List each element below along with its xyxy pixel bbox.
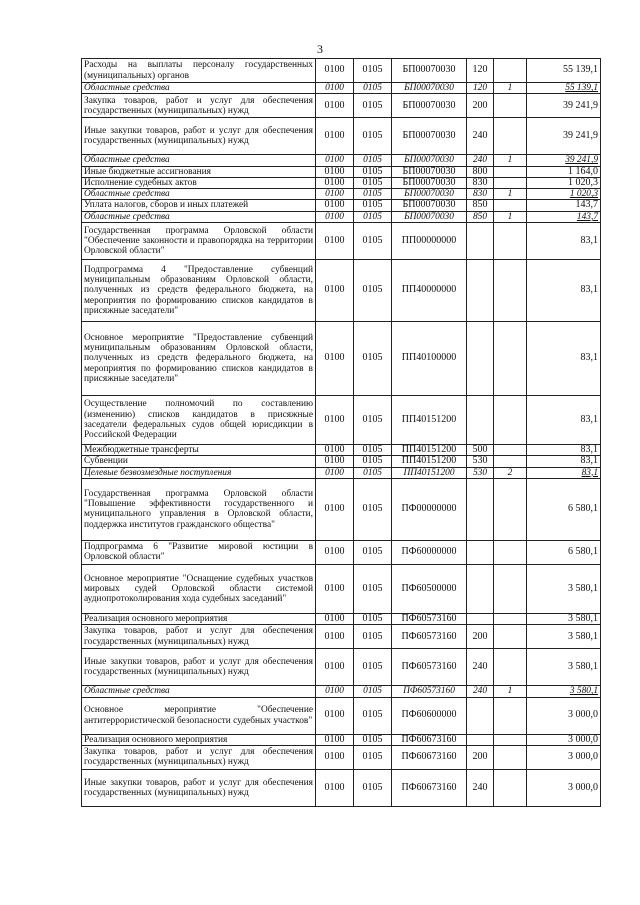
cell-funding-source: 2 <box>494 467 527 478</box>
cell-expense-type: 200 <box>467 94 494 118</box>
cell-funding-source <box>494 396 527 445</box>
table-row <box>82 540 601 564</box>
cell-funding-source <box>494 118 527 155</box>
cell-funding-source: 1 <box>494 155 527 166</box>
cell-name: Областные средства <box>82 83 316 94</box>
cell-amount: 3 580,1 <box>527 564 601 613</box>
cell-funding-source <box>494 260 527 322</box>
cell-section: 0100 <box>316 734 354 745</box>
cell-amount: 1 020,3 <box>527 189 601 200</box>
cell-target-article: ПП40151200 <box>392 445 467 456</box>
cell-name: Основное мероприятие "Обеспечение антитеррористической безопасности судебных участков" <box>82 697 316 734</box>
cell-funding-source <box>494 564 527 613</box>
cell-name: Исполнение судебных актов <box>82 177 316 188</box>
cell-funding-source: 1 <box>494 686 527 697</box>
cell-amount: 83,1 <box>527 467 601 478</box>
cell-section: 0100 <box>316 745 354 769</box>
table-row <box>82 59 601 83</box>
cell-name: Закупка товаров, работ и услуг для обеспечения государственных (муниципальных) нужд <box>82 94 316 118</box>
cell-funding-source: 1 <box>494 211 527 222</box>
cell-expense-type <box>467 396 494 445</box>
cell-amount: 3 000,0 <box>527 734 601 745</box>
cell-expense-type <box>467 734 494 745</box>
cell-expense-type <box>467 322 494 396</box>
cell-section: 0100 <box>316 649 354 686</box>
cell-section: 0100 <box>316 613 354 624</box>
budget-table <box>81 58 601 807</box>
cell-target-article: ПФ60500000 <box>392 564 467 613</box>
cell-subsection: 0105 <box>354 445 392 456</box>
cell-amount: 83,1 <box>527 260 601 322</box>
cell-subsection: 0105 <box>354 322 392 396</box>
cell-funding-source <box>494 540 527 564</box>
table-row <box>82 211 601 222</box>
page-number: 3 <box>317 42 323 56</box>
cell-funding-source <box>494 223 527 260</box>
cell-name: Реализация основного мероприятия <box>82 734 316 745</box>
table-row <box>82 200 601 211</box>
cell-section: 0100 <box>316 396 354 445</box>
cell-target-article: ПФ60573160 <box>392 625 467 649</box>
cell-expense-type: 500 <box>467 445 494 456</box>
cell-expense-type: 830 <box>467 189 494 200</box>
cell-target-article: БП00070030 <box>392 166 467 177</box>
cell-amount: 3 580,1 <box>527 625 601 649</box>
cell-name: Закупка товаров, работ и услуг для обеспечения государственных (муниципальных) нужд <box>82 625 316 649</box>
cell-expense-type: 530 <box>467 467 494 478</box>
cell-target-article: ПФ60000000 <box>392 540 467 564</box>
table-row <box>82 649 601 686</box>
cell-subsection: 0105 <box>354 166 392 177</box>
cell-amount: 143,7 <box>527 200 601 211</box>
cell-name: Расходы на выплаты персоналу государственных (муниципальных) органов <box>82 59 316 83</box>
cell-funding-source <box>494 456 527 467</box>
cell-expense-type: 120 <box>467 83 494 94</box>
cell-subsection: 0105 <box>354 94 392 118</box>
cell-name: Основное мероприятие "Оснащение судебных участков мировых судей Орловской области системой аудиопротоколирования хода судебных заседаний" <box>82 564 316 613</box>
cell-section: 0100 <box>316 478 354 540</box>
cell-name: Подпрограмма 6 "Развитие мировой юстиции в Орловской области" <box>82 540 316 564</box>
cell-section: 0100 <box>316 200 354 211</box>
cell-subsection: 0105 <box>354 540 392 564</box>
cell-name: Областные средства <box>82 211 316 222</box>
cell-section: 0100 <box>316 697 354 734</box>
cell-name: Субвенции <box>82 456 316 467</box>
table-row <box>82 189 601 200</box>
cell-name: Областные средства <box>82 189 316 200</box>
cell-target-article: БП00070030 <box>392 155 467 166</box>
cell-amount: 143,7 <box>527 211 601 222</box>
cell-section: 0100 <box>316 445 354 456</box>
table-row <box>82 118 601 155</box>
cell-amount: 83,1 <box>527 322 601 396</box>
table-row <box>82 478 601 540</box>
cell-section: 0100 <box>316 456 354 467</box>
cell-target-article: ПП40151200 <box>392 467 467 478</box>
table-row <box>82 564 601 613</box>
cell-name: Государственная программа Орловской области "Обеспечение законности и правопорядка на территории Орловской области" <box>82 223 316 260</box>
cell-expense-type <box>467 564 494 613</box>
cell-target-article: ПФ60573160 <box>392 613 467 624</box>
cell-target-article: ПФ60673160 <box>392 734 467 745</box>
cell-section: 0100 <box>316 94 354 118</box>
cell-amount: 6 580,1 <box>527 478 601 540</box>
cell-subsection: 0105 <box>354 211 392 222</box>
cell-subsection: 0105 <box>354 59 392 83</box>
cell-subsection: 0105 <box>354 686 392 697</box>
cell-amount: 6 580,1 <box>527 540 601 564</box>
cell-expense-type: 830 <box>467 177 494 188</box>
cell-funding-source <box>494 166 527 177</box>
cell-subsection: 0105 <box>354 223 392 260</box>
table-row <box>82 734 601 745</box>
cell-funding-source <box>494 734 527 745</box>
table-row <box>82 322 601 396</box>
cell-section: 0100 <box>316 625 354 649</box>
cell-target-article: БП00070030 <box>392 94 467 118</box>
table-row <box>82 467 601 478</box>
cell-expense-type <box>467 223 494 260</box>
cell-section: 0100 <box>316 155 354 166</box>
cell-section: 0100 <box>316 118 354 155</box>
cell-target-article: БП00070030 <box>392 177 467 188</box>
cell-section: 0100 <box>316 177 354 188</box>
cell-funding-source <box>494 745 527 769</box>
cell-expense-type: 240 <box>467 686 494 697</box>
cell-funding-source <box>494 697 527 734</box>
cell-section: 0100 <box>316 322 354 396</box>
cell-target-article: ПФ60600000 <box>392 697 467 734</box>
cell-amount: 55 139,1 <box>527 59 601 83</box>
cell-target-article: БП00070030 <box>392 189 467 200</box>
table-row <box>82 94 601 118</box>
cell-funding-source <box>494 613 527 624</box>
cell-amount: 39 241,9 <box>527 155 601 166</box>
cell-subsection: 0105 <box>354 625 392 649</box>
cell-funding-source <box>494 478 527 540</box>
cell-target-article: ПФ60573160 <box>392 649 467 686</box>
cell-expense-type: 240 <box>467 118 494 155</box>
cell-subsection: 0105 <box>354 189 392 200</box>
cell-section: 0100 <box>316 260 354 322</box>
cell-subsection: 0105 <box>354 118 392 155</box>
cell-target-article: ПФ00000000 <box>392 478 467 540</box>
cell-name: Иные закупки товаров, работ и услуг для обеспечения государственных (муниципальных) нужд <box>82 649 316 686</box>
table-row <box>82 625 601 649</box>
cell-section: 0100 <box>316 211 354 222</box>
cell-name: Основное мероприятие "Предоставление субвенций муниципальным образованиям Орловской области, полученных из средств федерального бюджета, на мероприятия по формированию списков кандидатов в присяжные заседатели" <box>82 322 316 396</box>
cell-amount: 83,1 <box>527 223 601 260</box>
cell-subsection: 0105 <box>354 456 392 467</box>
cell-target-article: БП00070030 <box>392 200 467 211</box>
cell-expense-type: 240 <box>467 649 494 686</box>
table-row <box>82 686 601 697</box>
cell-section: 0100 <box>316 564 354 613</box>
cell-amount: 83,1 <box>527 396 601 445</box>
cell-amount: 3 000,0 <box>527 769 601 806</box>
table-row <box>82 177 601 188</box>
cell-funding-source <box>494 200 527 211</box>
cell-expense-type: 200 <box>467 625 494 649</box>
table-row <box>82 456 601 467</box>
cell-section: 0100 <box>316 540 354 564</box>
table-row <box>82 155 601 166</box>
cell-name: Иные бюджетные ассигнования <box>82 166 316 177</box>
cell-section: 0100 <box>316 189 354 200</box>
cell-funding-source <box>494 59 527 83</box>
cell-amount: 39 241,9 <box>527 94 601 118</box>
cell-expense-type: 850 <box>467 211 494 222</box>
table-body <box>82 59 601 807</box>
cell-expense-type <box>467 260 494 322</box>
cell-name: Областные средства <box>82 155 316 166</box>
cell-expense-type: 530 <box>467 456 494 467</box>
cell-amount: 3 000,0 <box>527 745 601 769</box>
cell-subsection: 0105 <box>354 155 392 166</box>
cell-expense-type: 200 <box>467 745 494 769</box>
cell-target-article: БП00070030 <box>392 83 467 94</box>
cell-name: Осуществление полномочий по составлению (изменению) списков кандидатов в присяжные заседатели федеральных судов общей юрисдикции в Российской Федерации <box>82 396 316 445</box>
cell-funding-source <box>494 177 527 188</box>
cell-funding-source: 1 <box>494 189 527 200</box>
cell-subsection: 0105 <box>354 745 392 769</box>
cell-section: 0100 <box>316 59 354 83</box>
cell-subsection: 0105 <box>354 200 392 211</box>
cell-funding-source <box>494 445 527 456</box>
cell-name: Реализация основного мероприятия <box>82 613 316 624</box>
cell-section: 0100 <box>316 467 354 478</box>
cell-amount: 83,1 <box>527 445 601 456</box>
cell-target-article: ПФ60573160 <box>392 686 467 697</box>
cell-expense-type: 800 <box>467 166 494 177</box>
cell-name: Уплата налогов, сборов и иных платежей <box>82 200 316 211</box>
table-row <box>82 83 601 94</box>
cell-name: Областные средства <box>82 686 316 697</box>
cell-subsection: 0105 <box>354 260 392 322</box>
cell-amount: 3 580,1 <box>527 613 601 624</box>
table-row <box>82 613 601 624</box>
cell-funding-source <box>494 649 527 686</box>
cell-funding-source <box>494 322 527 396</box>
cell-amount: 1 020,3 <box>527 177 601 188</box>
cell-amount: 3 580,1 <box>527 686 601 697</box>
cell-target-article: ПП40151200 <box>392 456 467 467</box>
table-row <box>82 769 601 806</box>
cell-subsection: 0105 <box>354 467 392 478</box>
cell-amount: 1 164,0 <box>527 166 601 177</box>
cell-section: 0100 <box>316 166 354 177</box>
cell-name: Государственная программа Орловской области "Повышение эффективности государственного и муниципального управления в Орловской области, поддержка институтов гражданского общества" <box>82 478 316 540</box>
cell-section: 0100 <box>316 223 354 260</box>
cell-target-article: ПФ60673160 <box>392 769 467 806</box>
table-row <box>82 745 601 769</box>
cell-target-article: ПП40000000 <box>392 260 467 322</box>
cell-subsection: 0105 <box>354 564 392 613</box>
cell-expense-type: 240 <box>467 769 494 806</box>
cell-expense-type <box>467 478 494 540</box>
cell-funding-source <box>494 625 527 649</box>
table-row <box>82 396 601 445</box>
cell-target-article: БП00070030 <box>392 211 467 222</box>
cell-expense-type: 240 <box>467 155 494 166</box>
cell-target-article: ПП00000000 <box>392 223 467 260</box>
table-row <box>82 260 601 322</box>
cell-expense-type: 120 <box>467 59 494 83</box>
cell-subsection: 0105 <box>354 396 392 445</box>
cell-subsection: 0105 <box>354 613 392 624</box>
cell-funding-source <box>494 769 527 806</box>
cell-expense-type <box>467 540 494 564</box>
cell-expense-type <box>467 697 494 734</box>
cell-amount: 55 139,1 <box>527 83 601 94</box>
cell-target-article: БП00070030 <box>392 59 467 83</box>
cell-amount: 39 241,9 <box>527 118 601 155</box>
cell-subsection: 0105 <box>354 769 392 806</box>
cell-subsection: 0105 <box>354 177 392 188</box>
cell-section: 0100 <box>316 769 354 806</box>
cell-amount: 83,1 <box>527 456 601 467</box>
cell-section: 0100 <box>316 686 354 697</box>
cell-section: 0100 <box>316 83 354 94</box>
cell-name: Иные закупки товаров, работ и услуг для обеспечения государственных (муниципальных) нужд <box>82 769 316 806</box>
cell-subsection: 0105 <box>354 734 392 745</box>
cell-name: Закупка товаров, работ и услуг для обеспечения государственных (муниципальных) нужд <box>82 745 316 769</box>
cell-amount: 3 580,1 <box>527 649 601 686</box>
cell-expense-type <box>467 613 494 624</box>
cell-name: Межбюджетные трансферты <box>82 445 316 456</box>
cell-funding-source <box>494 94 527 118</box>
cell-target-article: БП00070030 <box>392 118 467 155</box>
cell-target-article: ПП40151200 <box>392 396 467 445</box>
cell-subsection: 0105 <box>354 697 392 734</box>
table-row <box>82 223 601 260</box>
table-row <box>82 445 601 456</box>
cell-funding-source: 1 <box>494 83 527 94</box>
cell-expense-type: 850 <box>467 200 494 211</box>
table-row <box>82 697 601 734</box>
cell-subsection: 0105 <box>354 649 392 686</box>
cell-name: Подпрограмма 4 "Предоставление субвенций муниципальным образованиям Орловской области, полученных из средств федерального бюджета, на мероприятия по формированию списков кандидатов в присяжные заседатели" <box>82 260 316 322</box>
cell-subsection: 0105 <box>354 83 392 94</box>
table-row <box>82 166 601 177</box>
cell-name: Целевые безвозмездные поступления <box>82 467 316 478</box>
cell-name: Иные закупки товаров, работ и услуг для обеспечения государственных (муниципальных) нужд <box>82 118 316 155</box>
cell-subsection: 0105 <box>354 478 392 540</box>
cell-amount: 3 000,0 <box>527 697 601 734</box>
cell-target-article: ПФ60673160 <box>392 745 467 769</box>
cell-target-article: ПП40100000 <box>392 322 467 396</box>
